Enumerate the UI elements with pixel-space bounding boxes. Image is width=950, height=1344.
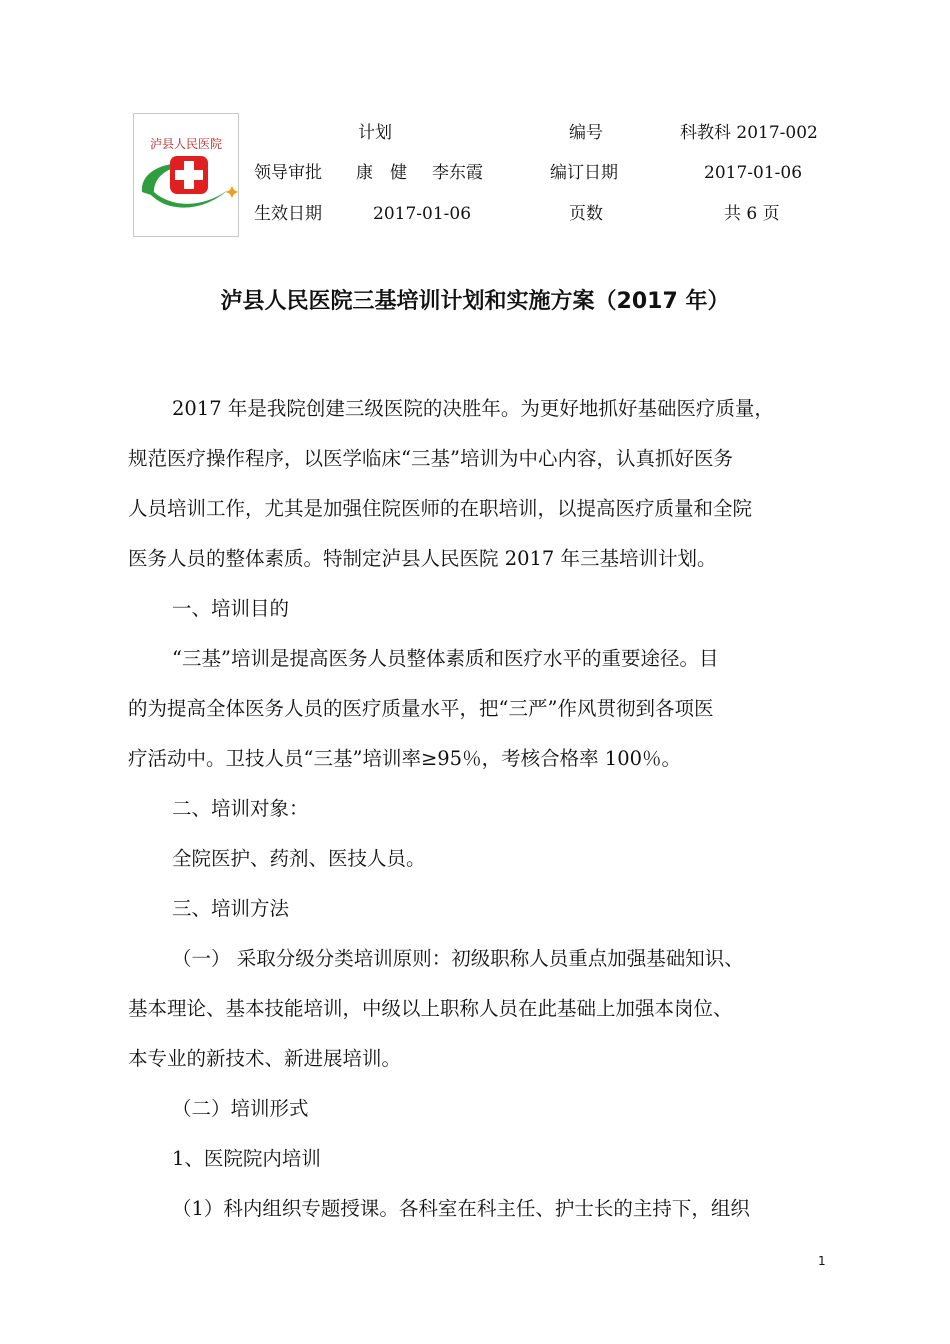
intro-line: 2017 年是我院创建三级医院的决胜年。为更好地抓好基础医疗质量， [172, 397, 774, 420]
section3-item2-sub1-heading: 1、医院院内培训 [172, 1147, 321, 1170]
doc-number-key: 编号 [569, 123, 603, 143]
document-title: 泸县人民医院三基培训计划和实施方案（2017 年） [220, 289, 730, 314]
approver-1: 康 健 [356, 163, 407, 183]
effective-date-value: 2017-01-06 [373, 204, 472, 224]
section3-heading: 三、培训方法 [172, 897, 290, 920]
section3-item1-line: 本专业的新技术、新进展培训。 [128, 1047, 402, 1070]
section3-item2-heading: （二）培训形式 [172, 1097, 309, 1120]
compile-date-value: 2017-01-06 [704, 163, 803, 183]
svg-text:泸县人民医院: 泸县人民医院 [149, 137, 223, 151]
section3-item2-sub1-text: （1）科内组织专题授课。各科室在科主任、护士长的主持下，组织 [172, 1197, 750, 1220]
section1-line: 疗活动中。卫技人员“三基”培训率≥95％，考核合格率 100％。 [128, 747, 682, 770]
intro-line: 规范医疗操作程序，以医学临床“三基”培训为中心内容，认真抓好医务 [128, 447, 733, 470]
section2-text: 全院医护、药剂、医技人员。 [172, 847, 426, 870]
section1-line: 的为提高全体医务人员的医疗质量水平，把“三严”作风贯彻到各项医 [128, 697, 714, 720]
effective-date-label: 生效日期 [254, 204, 322, 224]
page-count-key: 页数 [569, 204, 603, 224]
doc-number-value: 科教科 2017-002 [680, 123, 818, 143]
approval-label: 领导审批 [254, 163, 322, 183]
hospital-logo [133, 113, 239, 237]
hospital-logo-icon [134, 114, 238, 236]
doc-type-label: 计划 [358, 123, 392, 143]
section1-paragraph [128, 634, 836, 784]
page-number: 1 [818, 1254, 826, 1268]
section3-item1-line: 基本理论、基本技能培训，中级以上职称人员在此基础上加强本岗位、 [128, 997, 733, 1020]
section3-item1-line: （一） 采取分级分类培训原则：初级职称人员重点加强基础知识、 [172, 947, 744, 970]
intro-line: 人员培训工作，尤其是加强住院医师的在职培训，以提高医疗质量和全院 [128, 497, 753, 520]
page-count-value: 共 6 页 [724, 204, 780, 224]
approver-2: 李东霞 [432, 163, 483, 183]
section1-heading: 一、培训目的 [172, 597, 290, 620]
compile-date-key: 编订日期 [550, 163, 618, 183]
section3-item1-paragraph [128, 934, 836, 1084]
section1-line: “三基”培训是提高医务人员整体素质和医疗水平的重要途径。目 [172, 647, 719, 670]
intro-paragraph [128, 384, 836, 584]
intro-line: 医务人员的整体素质。特制定泸县人民医院 2017 年三基培训计划。 [128, 547, 717, 570]
section2-heading: 二、培训对象： [172, 797, 309, 820]
